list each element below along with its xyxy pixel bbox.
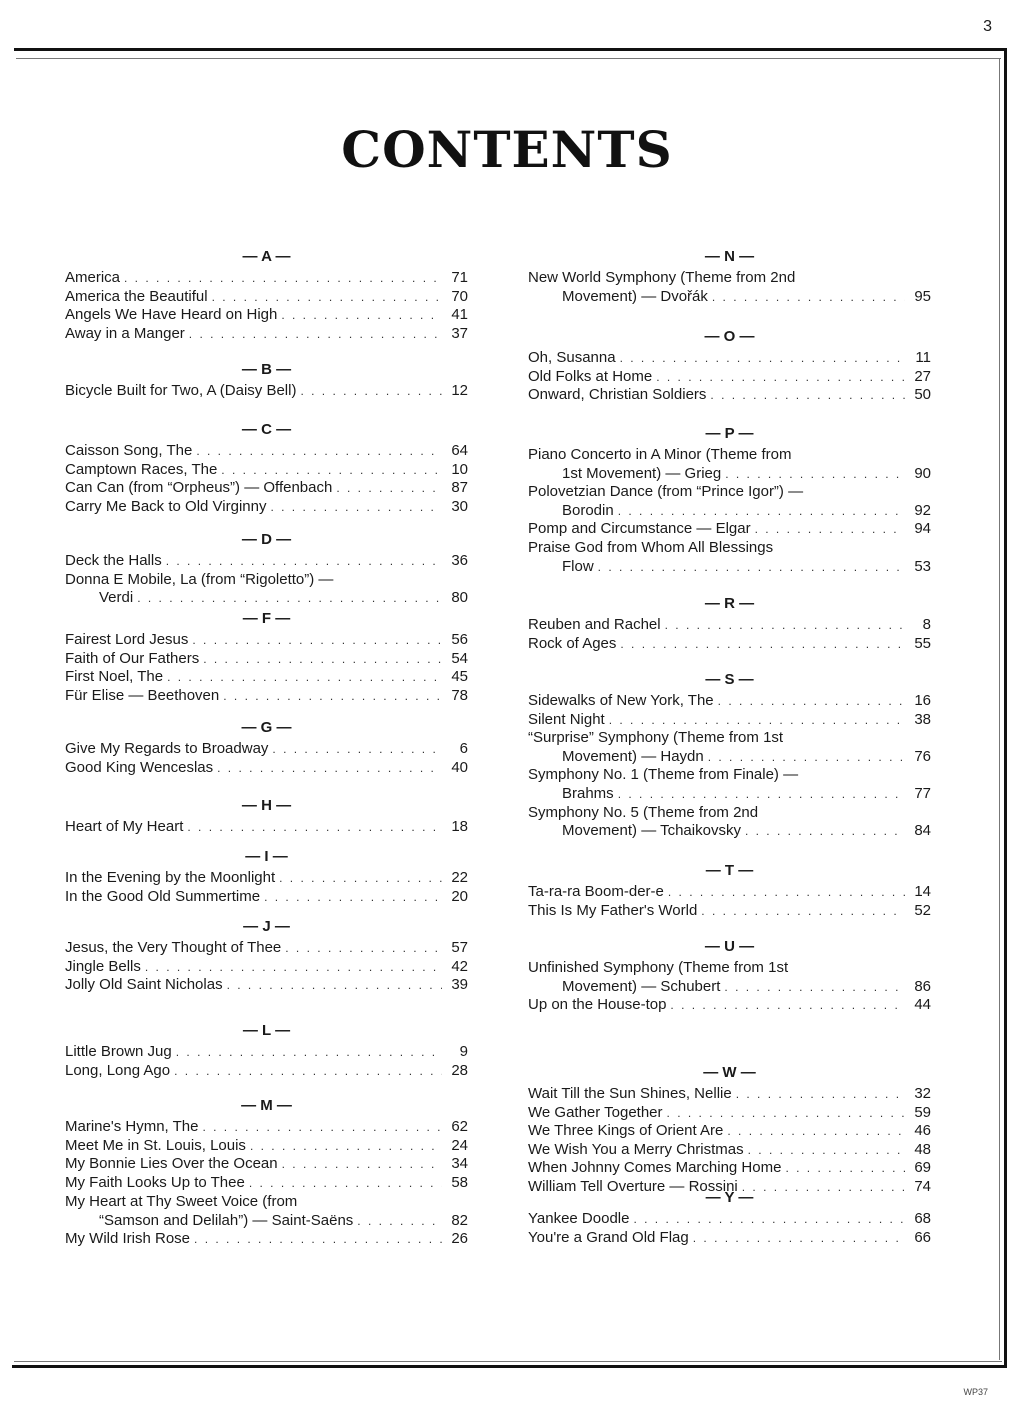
dot-leader	[633, 1210, 905, 1229]
entry-title: Long, Long Ago	[65, 1061, 171, 1079]
section-letter-heading: — H —	[241, 797, 292, 814]
entry-page-number: 58	[451, 1174, 468, 1192]
entry-title-continuation: Brahms	[562, 785, 614, 802]
entry-title: Faith of Our Fathers	[65, 649, 200, 667]
page-title: CONTENTS	[341, 120, 673, 179]
dot-leader	[192, 631, 442, 650]
toc-entry[interactable]	[528, 385, 931, 404]
dot-leader	[217, 759, 442, 778]
toc-entry[interactable]	[528, 1121, 931, 1140]
entry-page-number: 80	[451, 589, 468, 607]
entry-page-number: 62	[451, 1118, 468, 1135]
entry-title: Sidewalks of New York, The	[528, 692, 714, 709]
section-letter-heading: — W —	[703, 1064, 756, 1081]
toc-entry[interactable]	[65, 667, 468, 686]
entry-title: Up on the House-top	[528, 996, 667, 1014]
entry-page-number: 68	[914, 1210, 931, 1227]
section-letter-heading: — P —	[705, 425, 754, 442]
section-letter-heading: — N —	[704, 248, 755, 265]
entry-page-number: 11	[915, 349, 931, 366]
section-letter-heading: — U —	[704, 938, 755, 955]
entry-title-continuation: “Samson and Delilah”) — Saint-Saëns	[99, 1211, 354, 1229]
toc-entry[interactable]	[65, 630, 468, 649]
entry-title-continuation: Movement) — Schubert	[562, 977, 721, 995]
dot-leader	[187, 818, 442, 837]
entry-title: We Gather Together	[528, 1103, 663, 1121]
entry-title: Jolly Old Saint Nicholas	[65, 976, 223, 994]
entry-page-number: 70	[451, 287, 468, 305]
dot-leader	[212, 288, 442, 307]
dot-leader	[189, 325, 442, 344]
frame-border-bottom	[12, 1365, 1007, 1368]
entry-page-number: 76	[914, 747, 931, 765]
section-letter-heading: — C —	[241, 421, 292, 438]
toc-entry[interactable]	[65, 287, 468, 306]
entry-page-number: 74	[914, 1178, 931, 1195]
entry-title: Caisson Song, The	[65, 442, 193, 459]
entry-title: Deck the Halls	[65, 552, 162, 569]
toc-entry[interactable]	[65, 1229, 468, 1248]
entry-title: Jingle Bells	[65, 957, 141, 975]
entry-page-number: 30	[451, 498, 468, 516]
dot-leader	[727, 1122, 905, 1141]
toc-entry[interactable]	[99, 588, 468, 607]
dot-leader	[748, 1141, 905, 1160]
toc-entry[interactable]	[65, 957, 468, 976]
entry-title-continuation: Borodin	[562, 501, 614, 519]
dot-leader	[221, 461, 442, 480]
dot-leader	[223, 687, 442, 706]
dot-leader	[270, 498, 442, 517]
toc-entry[interactable]	[65, 975, 468, 994]
entry-title: Pomp and Circumstance — Elgar	[528, 520, 751, 538]
dot-leader	[227, 976, 442, 995]
dot-leader	[620, 635, 905, 654]
entry-page-number: 78	[451, 687, 468, 705]
toc-entry[interactable]	[65, 686, 468, 705]
entry-title: Wait Till the Sun Shines, Nellie	[528, 1085, 732, 1102]
entry-page-number: 34	[451, 1155, 468, 1173]
entry-page-number: 77	[914, 785, 931, 802]
entry-title: Reuben and Rachel	[528, 616, 661, 633]
dot-leader	[609, 711, 905, 730]
entry-title: My Bonnie Lies Over the Ocean	[65, 1155, 278, 1173]
toc-entry[interactable]	[562, 821, 931, 840]
section-letter-heading: — G —	[241, 719, 292, 736]
dot-leader	[285, 939, 442, 958]
entry-title: This Is My Father's World	[528, 901, 698, 919]
entry-title: Oh, Susanna	[528, 349, 616, 366]
dot-leader	[166, 552, 442, 571]
entry-title: Camptown Races, The	[65, 460, 218, 478]
toc-entry[interactable]	[528, 367, 931, 386]
entry-title: Heart of My Heart	[65, 818, 184, 835]
entry-title-line: New World Symphony (Theme from 2nd	[528, 269, 796, 286]
dot-leader	[745, 822, 905, 841]
entry-page-number: 87	[451, 479, 468, 497]
toc-entry[interactable]	[65, 324, 468, 343]
section-letter-heading: — Y —	[705, 1189, 754, 1206]
dot-leader	[736, 1085, 905, 1104]
entry-title: Carry Me Back to Old Virginny	[65, 498, 267, 516]
entry-title-line: Polovetzian Dance (from “Prince Igor”) —	[528, 483, 804, 501]
toc-entry[interactable]	[562, 557, 931, 576]
entry-page-number: 38	[914, 710, 931, 728]
entry-page-number: 16	[914, 692, 931, 709]
entry-title-line: Piano Concerto in A Minor (Theme from	[528, 446, 792, 463]
entry-title-continuation: Verdi	[99, 589, 134, 607]
section-letter-heading: — B —	[241, 361, 292, 378]
entry-page-number: 52	[914, 901, 931, 919]
frame-border-right-inner	[999, 58, 1000, 1360]
dot-leader	[281, 306, 442, 325]
dot-leader	[618, 502, 905, 521]
entry-page-number: 14	[914, 883, 931, 900]
toc-entry[interactable]	[528, 882, 931, 901]
entry-page-number: 9	[459, 1043, 468, 1060]
entry-page-number: 24	[451, 1136, 468, 1154]
toc-entry[interactable]	[562, 501, 931, 520]
dot-leader	[656, 368, 905, 387]
page-number: 3	[983, 18, 992, 35]
entry-title: When Johnny Comes Marching Home	[528, 1159, 782, 1177]
section-letter-heading: — D —	[241, 531, 292, 548]
entry-title-line: Praise God from Whom All Blessings	[528, 539, 774, 556]
entry-title: America	[65, 269, 121, 286]
dot-leader	[176, 1043, 442, 1062]
toc-entry[interactable]	[65, 817, 468, 836]
dot-leader	[618, 785, 905, 804]
entry-title: Für Elise — Beethoven	[65, 687, 220, 705]
toc-entry[interactable]	[65, 1173, 468, 1192]
toc-entry[interactable]	[528, 901, 931, 920]
entry-title: You're a Grand Old Flag	[528, 1228, 689, 1246]
dot-leader	[620, 349, 905, 368]
toc-entry[interactable]	[65, 649, 468, 668]
toc-entry[interactable]	[562, 747, 931, 766]
entry-page-number: 94	[914, 520, 931, 538]
entry-title: In the Evening by the Moonlight	[65, 869, 276, 886]
frame-border-top-inner	[16, 58, 1001, 59]
entry-title: My Faith Looks Up to Thee	[65, 1174, 245, 1192]
entry-page-number: 20	[451, 887, 468, 905]
toc-entry[interactable]	[65, 497, 468, 516]
dot-leader	[250, 1137, 442, 1156]
toc-entry[interactable]	[65, 268, 468, 287]
toc-entry[interactable]	[65, 478, 468, 497]
entry-page-number: 57	[451, 939, 468, 956]
toc-entry[interactable]	[528, 1084, 931, 1103]
entry-page-number: 37	[451, 325, 468, 343]
section-letter-heading: — A —	[242, 248, 291, 265]
entry-title: America the Beautiful	[65, 287, 208, 305]
entry-page-number: 22	[451, 869, 468, 886]
section-letter-heading: — O —	[704, 328, 755, 345]
entry-title: Silent Night	[528, 710, 605, 728]
dot-leader	[194, 1230, 442, 1249]
toc-entry[interactable]	[65, 1154, 468, 1173]
entry-title: Bicycle Built for Two, A (Daisy Bell)	[65, 382, 297, 399]
entry-page-number: 82	[451, 1211, 468, 1229]
entry-title: Marine's Hymn, The	[65, 1118, 199, 1135]
entry-page-number: 27	[914, 367, 931, 385]
entry-page-number: 59	[914, 1103, 931, 1121]
entry-title: Away in a Manger	[65, 325, 185, 343]
dot-leader	[670, 996, 905, 1015]
entry-title: Little Brown Jug	[65, 1043, 172, 1060]
entry-title-continuation: 1st Movement) — Grieg	[562, 464, 722, 482]
toc-entry[interactable]	[65, 739, 468, 758]
entry-page-number: 12	[451, 382, 468, 399]
toc-entry[interactable]	[528, 615, 931, 634]
footer-code: WP37	[963, 1387, 988, 1397]
toc-entry[interactable]	[65, 1061, 468, 1080]
entry-title: Ta-ra-ra Boom-der-e	[528, 883, 664, 900]
entry-title: Meet Me in St. Louis, Louis	[65, 1136, 246, 1154]
toc-entry[interactable]	[65, 441, 468, 460]
toc-entry[interactable]	[528, 710, 931, 729]
dot-leader	[598, 558, 905, 577]
entry-page-number: 95	[914, 287, 931, 305]
entry-title: Onward, Christian Soldiers	[528, 386, 707, 404]
dot-leader	[725, 465, 905, 484]
section-letter-heading: — L —	[242, 1022, 291, 1039]
entry-title-line: Symphony No. 5 (Theme from 2nd	[528, 803, 759, 821]
toc-entry[interactable]	[528, 1140, 931, 1159]
toc-entry[interactable]	[65, 1117, 468, 1136]
dot-leader	[724, 978, 905, 997]
entry-page-number: 54	[451, 649, 468, 667]
entry-page-number: 69	[914, 1159, 931, 1177]
entry-title: Give My Regards to Broadway	[65, 740, 269, 757]
entry-page-number: 32	[914, 1085, 931, 1102]
entry-title: William Tell Overture — Rossini	[528, 1178, 738, 1195]
section-letter-heading: — M —	[241, 1097, 292, 1114]
entry-title: We Three Kings of Orient Are	[528, 1122, 724, 1140]
dot-leader	[701, 902, 905, 921]
dot-leader	[336, 479, 442, 498]
toc-entry[interactable]	[65, 460, 468, 479]
entry-title: First Noel, The	[65, 668, 164, 686]
entry-page-number: 8	[922, 616, 931, 633]
dot-leader	[357, 1212, 442, 1231]
entry-page-number: 45	[451, 668, 468, 686]
entry-title: Rock of Ages	[528, 634, 617, 652]
dot-leader	[708, 748, 905, 767]
dot-leader	[264, 888, 442, 907]
dot-leader	[300, 382, 442, 401]
dot-leader	[718, 692, 905, 711]
toc-entry[interactable]	[562, 977, 931, 996]
toc-entry[interactable]	[65, 1136, 468, 1155]
entry-page-number: 39	[451, 976, 468, 994]
dot-leader	[203, 650, 442, 669]
entry-title: Jesus, the Very Thought of Thee	[65, 939, 282, 956]
entry-title-line: Symphony No. 1 (Theme from Finale) —	[528, 766, 799, 784]
toc-entry[interactable]	[65, 1042, 468, 1061]
dot-leader	[279, 869, 442, 888]
dot-leader	[668, 883, 905, 902]
entry-title-line: Unfinished Symphony (Theme from 1st	[528, 959, 789, 976]
toc-entry[interactable]	[65, 758, 468, 777]
section-letter-heading: — I —	[245, 848, 288, 865]
entry-title: We Wish You a Merry Christmas	[528, 1140, 744, 1158]
entry-page-number: 86	[914, 977, 931, 995]
dot-leader	[124, 269, 442, 288]
section-letter-heading: — F —	[242, 610, 291, 627]
entry-page-number: 92	[914, 501, 931, 519]
entry-page-number: 56	[451, 631, 468, 648]
dot-leader	[174, 1062, 442, 1081]
dot-leader	[167, 668, 442, 687]
entry-page-number: 36	[451, 552, 468, 569]
toc-entry[interactable]	[65, 868, 468, 887]
entry-title: Good King Wenceslas	[65, 758, 214, 776]
toc-entry[interactable]	[528, 1103, 931, 1122]
entry-page-number: 40	[451, 758, 468, 776]
section-letter-heading: — S —	[705, 671, 754, 688]
section-letter-heading: — J —	[243, 918, 290, 935]
entry-page-number: 18	[451, 818, 468, 835]
entry-page-number: 28	[451, 1061, 468, 1079]
toc-entry[interactable]	[99, 1211, 468, 1230]
entry-title-continuation: Movement) — Tchaikovsky	[562, 822, 741, 840]
dot-leader	[272, 740, 442, 759]
entry-title-line: Donna E Mobile, La (from “Rigoletto”) —	[65, 570, 334, 588]
toc-entry[interactable]	[528, 519, 931, 538]
entry-title: Yankee Doodle	[528, 1210, 630, 1227]
entry-page-number: 71	[451, 269, 468, 286]
dot-leader	[712, 288, 905, 307]
entry-title: In the Good Old Summertime	[65, 887, 261, 905]
dot-leader	[145, 958, 442, 977]
entry-page-number: 44	[914, 996, 931, 1014]
toc-entry[interactable]	[65, 381, 468, 400]
dot-leader	[710, 386, 905, 405]
dot-leader	[196, 442, 442, 461]
entry-title-continuation: Movement) — Dvořák	[562, 287, 708, 305]
entry-page-number: 50	[914, 386, 931, 404]
frame-border-bottom-inner	[14, 1361, 1002, 1362]
toc-entry[interactable]	[528, 1158, 931, 1177]
frame-border-right	[1004, 48, 1007, 1365]
entry-page-number: 64	[451, 442, 468, 459]
entry-title-continuation: Movement) — Haydn	[562, 747, 704, 765]
dot-leader	[282, 1155, 442, 1174]
entry-page-number: 42	[451, 957, 468, 975]
dot-leader	[249, 1174, 442, 1193]
entry-page-number: 84	[914, 822, 931, 840]
toc-entry[interactable]	[528, 634, 931, 653]
toc-entry[interactable]	[528, 691, 931, 710]
entry-title-continuation: Flow	[562, 557, 594, 575]
dot-leader	[667, 1104, 905, 1123]
toc-entry[interactable]	[528, 1228, 931, 1247]
entry-title: My Wild Irish Rose	[65, 1230, 191, 1248]
toc-entry[interactable]	[528, 1209, 931, 1228]
entry-page-number: 41	[451, 306, 468, 324]
section-letter-heading: — R —	[704, 595, 755, 612]
entry-page-number: 46	[914, 1122, 931, 1140]
toc-entry[interactable]	[562, 464, 931, 483]
toc-entry[interactable]	[562, 784, 931, 803]
toc-entry[interactable]	[528, 348, 931, 367]
entry-page-number: 55	[914, 634, 931, 652]
dot-leader	[665, 616, 905, 635]
toc-entry[interactable]	[65, 551, 468, 570]
entry-page-number: 48	[914, 1140, 931, 1158]
dot-leader	[755, 520, 905, 539]
section-letter-heading: — T —	[705, 862, 754, 879]
dot-leader	[693, 1229, 905, 1248]
dot-leader	[137, 589, 442, 608]
entry-page-number: 53	[914, 557, 931, 575]
toc-entry[interactable]	[65, 305, 468, 324]
entry-title: Can Can (from “Orpheus”) — Offenbach	[65, 479, 333, 497]
toc-entry[interactable]	[65, 938, 468, 957]
entry-title: Fairest Lord Jesus	[65, 631, 189, 648]
entry-page-number: 66	[914, 1228, 931, 1246]
entry-page-number: 10	[451, 460, 468, 478]
entry-title: Old Folks at Home	[528, 367, 653, 385]
entry-page-number: 6	[459, 740, 468, 757]
toc-entry[interactable]	[562, 287, 931, 306]
toc-entry[interactable]	[528, 995, 931, 1014]
entry-page-number: 26	[451, 1230, 468, 1248]
frame-border-top	[14, 48, 1007, 51]
entry-page-number: 90	[914, 464, 931, 482]
dot-leader	[785, 1159, 905, 1178]
entry-title: Angels We Have Heard on High	[65, 306, 278, 324]
entry-title-line: “Surprise” Symphony (Theme from 1st	[528, 729, 784, 747]
dot-leader	[202, 1118, 442, 1137]
toc-entry[interactable]	[65, 887, 468, 906]
entry-title-line: My Heart at Thy Sweet Voice (from	[65, 1192, 298, 1210]
